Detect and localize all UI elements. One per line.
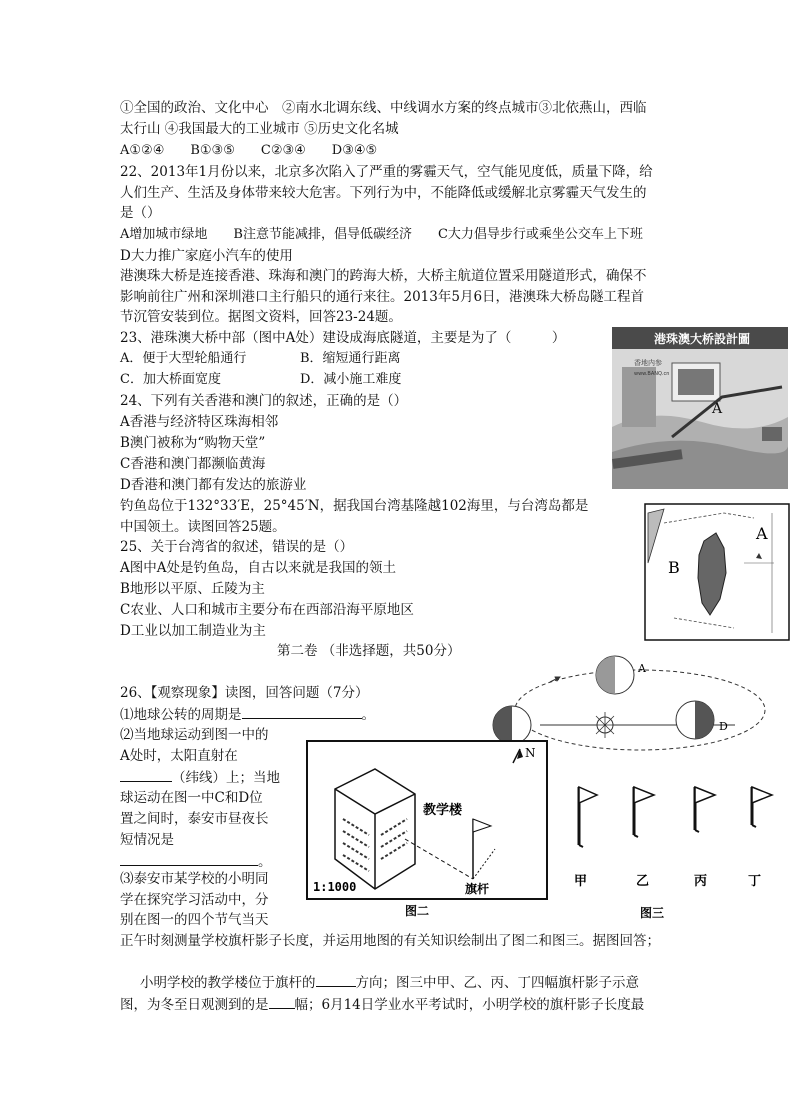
answer-blank[interactable] [120, 851, 258, 866]
option-d: D香港和澳门都有发达的旅游业 [120, 477, 307, 493]
building-label: 教学楼 [423, 803, 463, 818]
section-heading: 第二卷 （非选择题，共50分） [277, 643, 461, 659]
map-label-b: B [668, 558, 680, 577]
bridge-label-a: A [712, 401, 723, 417]
text-line: ⑶泰安市某学校的小明同 [120, 871, 269, 887]
text-segment: 。 [361, 707, 375, 723]
text-segment: 。 [258, 854, 272, 870]
answer-blank[interactable] [316, 972, 356, 987]
orbit-path [515, 670, 765, 750]
text-segment: 图，为冬至日观测到的是 [120, 997, 269, 1013]
option-b: B澳门被称为“购物天堂” [120, 435, 266, 451]
text-line [120, 767, 280, 788]
scale-label: 1:1000 [313, 880, 357, 894]
watermark-text: 香地内参 [634, 359, 662, 367]
flag-label-jia: 甲 [574, 874, 588, 889]
option-c: C农业、人口和城市主要分布在西部沿海平原地区 [120, 602, 414, 618]
orbit-label-a: A [638, 662, 646, 675]
figure-3-flags [562, 775, 790, 920]
options-line: A增加城市绿地 B注意节能减排，倡导低碳经济 C大力倡导步行或乘坐公交车上下班 [120, 227, 643, 242]
flag-jia [579, 787, 597, 847]
option-d: D．减小施工难度 [300, 372, 402, 387]
text-line: 中国领土。读图回答25题。 [120, 519, 286, 535]
flag-label-bing: 丙 [694, 874, 708, 889]
orbit-label-d: D [719, 720, 728, 733]
option-a: A．便于大型轮船通行 [120, 351, 247, 366]
flag-bing [695, 787, 715, 832]
flag-label-yi: 乙 [636, 874, 650, 889]
answer-blank[interactable] [242, 704, 362, 719]
text-line: 节沉管安装到位。据图文资料，回答23-24题。 [120, 309, 402, 325]
flag-label-ding: 丁 [748, 874, 762, 889]
question-25: 25、关于台湾省的叙述，错误的是（） [120, 539, 354, 555]
question-26: 26、【观察现象】读图，回答问题（7分） [120, 685, 369, 701]
text-line [120, 704, 375, 725]
map-label-a: A [756, 524, 768, 543]
option-c: C．加大桥面宽度 [120, 372, 221, 387]
text-line: 钓鱼岛位于132°33′E，25°45′N，据我国台湾基隆越102海里，与台湾岛都是 [120, 498, 589, 514]
text-segment: 幅；6月14日学业水平考试时，小明学校的旗杆影子长度最 [294, 997, 645, 1013]
figure-2-map [305, 739, 550, 919]
question-24: 24、下列有关香港和澳门的叙述，正确的是（） [120, 393, 408, 409]
options-line: D大力推广家庭小汽车的使用 [120, 248, 293, 264]
flagpole-label: 旗杆 [465, 882, 490, 896]
inset-photo [678, 369, 714, 395]
text-line [140, 972, 639, 993]
text-line: 太行山 ④我国最大的工业城市 ⑤历史文化名城 [120, 121, 399, 137]
text-line [120, 994, 644, 1015]
figure-3-caption: 图三 [640, 906, 665, 920]
options-line: A①②④ B①③⑤ C②③④ D③④⑤ [120, 143, 378, 158]
option-c: C香港和澳门都濒临黄海 [120, 456, 266, 472]
text-line: A处时，太阳直射在 [120, 748, 238, 764]
option-a: A香港与经济特区珠海相邻 [120, 414, 279, 430]
question-22: 22、2013年1月份以来，北京多次陷入了严重的雾霾天气，空气能见度低，质量下降，给 [120, 164, 653, 180]
flag-ding [752, 787, 772, 827]
text-segment: 方向；图三中甲、乙、丙、丁四幅旗杆影子示意 [355, 975, 639, 991]
flag-yi [634, 787, 654, 837]
text-line: 人们生产、生活及身体带来较大危害。下列行为中，不能降低或缓解北京雾霾天气发生的 [120, 185, 647, 201]
text-line: ⑵当地球运动到图一中的 [120, 727, 269, 743]
taiwan-map-figure [644, 503, 790, 641]
text-line: 学在探究学习活动中，分 [120, 892, 269, 908]
text-segment: ⑴地球公转的周期是 [120, 707, 242, 723]
text-line: 球运动在图一中C和D位 [120, 790, 263, 806]
option-d: D工业以加工制造业为主 [120, 623, 266, 639]
text-line: 置之间时，泰安市昼夜长 [120, 811, 269, 827]
text-line: 正午时刻测量学校旗杆影子长度，并运用地图的有关知识绘制出了图二和图三。据图回答； [120, 933, 660, 949]
site-text: www.BANQ.cn [634, 371, 670, 377]
option-a: A图中A处是钓鱼岛，自古以来就是我国的领土 [120, 560, 396, 576]
answer-blank[interactable] [120, 767, 172, 782]
question-23: 23、港珠澳大桥中部（图中A处）建设成海底隧道，主要是为了（ ） [120, 330, 566, 346]
option-b: B．缩短通行距离 [300, 351, 401, 366]
answer-blank[interactable] [269, 994, 295, 1009]
bridge-design-figure [612, 327, 788, 489]
north-label: N [525, 746, 536, 760]
text-line: 短情况是 [120, 832, 174, 848]
text-segment: 小明学校的教学楼位于旗杆的 [140, 975, 316, 991]
figure-2-caption: 图二 [405, 904, 430, 918]
text-line: 别在图一的四个节气当天 [120, 912, 269, 928]
text-line: 影响前往广州和深圳港口主行船只的通行来往。2013年5月6日，港澳珠大桥岛隧工程首 [120, 289, 645, 305]
text-line: 港澳珠大桥是连接香港、珠海和澳门的跨海大桥，大桥主航道位置采用隧道形式，确保不 [120, 268, 647, 284]
text-segment: （纬线）上；当地 [172, 770, 280, 786]
text-line: 是（） [120, 205, 161, 221]
text-line: ①全国的政治、文化中心 ②南水北调东线、中线调水方案的终点城市③北依燕山，西临 [120, 100, 647, 116]
bridge-figure-title: 港珠澳大桥設計圖 [653, 332, 751, 346]
option-b: B地形以平原、丘陵为主 [120, 581, 265, 597]
